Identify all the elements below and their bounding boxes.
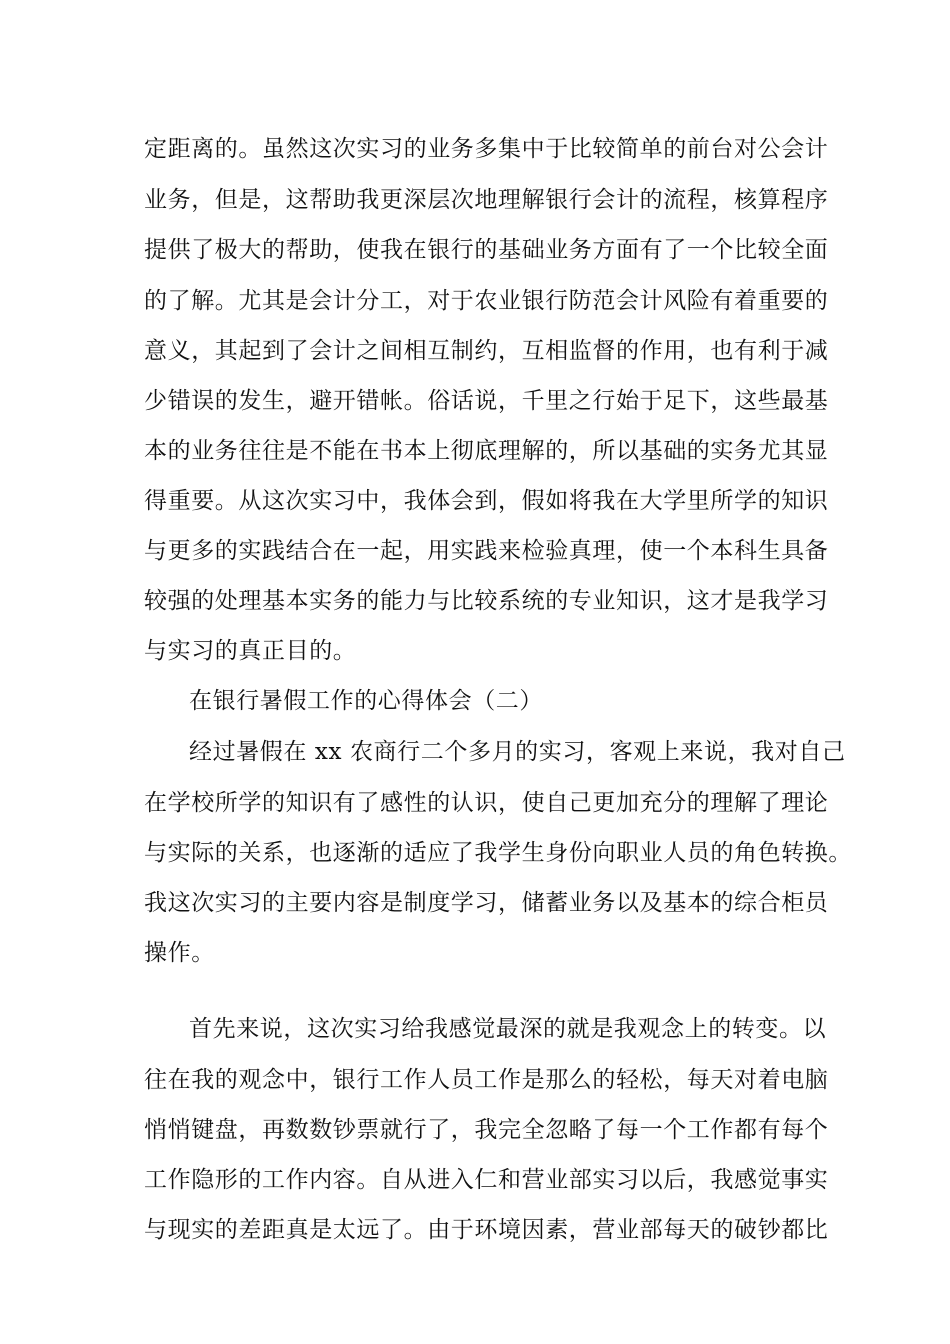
text-line: 少错误的发生，避开错帐。俗话说，千里之行始于足下，这些最基 [144,388,829,414]
text-line: 较强的处理基本实务的能力与比较系统的专业知识，这才是我学习 [144,588,829,614]
text-line: 提供了极大的帮助，使我在银行的基础业务方面有了一个比较全面 [144,237,829,263]
text-line: 与更多的实践结合在一起，用实践来检验真理，使一个本科生具备 [144,538,829,564]
text-line: 工作隐形的工作内容。自从进入仁和营业部实习以后，我感觉事实 [144,1167,829,1193]
text-line: 与实际的关系，也逐渐的适应了我学生身份向职业人员的角色转换。 [144,840,852,866]
text-line: 意义，其起到了会计之间相互制约，互相监督的作用，也有利于减 [144,338,829,364]
text-line: 我这次实习的主要内容是制度学习，储蓄业务以及基本的综合柜员 [144,890,829,916]
text-line: 操作。 [144,940,215,966]
text-line: 与实习的真正目的。 [144,638,357,664]
text-line: 悄悄键盘，再数数钞票就行了，我完全忽略了每一个工作都有每个 [144,1117,829,1143]
text-line: 得重要。从这次实习中，我体会到，假如将我在大学里所学的知识 [144,488,829,514]
text-line: 往在我的观念中，银行工作人员工作是那么的轻松，每天对着电脑 [144,1067,829,1093]
text-line: 的了解。尤其是会计分工，对于农业银行防范会计风险有着重要的 [144,288,829,314]
text-line: 本的业务往往是不能在书本上彻底理解的，所以基础的实务尤其显 [144,438,829,464]
text-line: 首先来说，这次实习给我感觉最深的就是我观念上的转变。以 [189,1016,827,1042]
section-heading: 在银行暑假工作的心得体会（二） [189,688,543,714]
text-line: 与现实的差距真是太远了。由于环境因素，营业部每天的破钞都比 [144,1217,829,1243]
text-line: 经过暑假在 xx 农商行二个多月的实习，客观上来说，我对自己 [189,739,846,765]
text-line: 业务，但是，这帮助我更深层次地理解银行会计的流程，核算程序 [144,187,829,213]
text-line: 定距离的。虽然这次实习的业务多集中于比较简单的前台对公会计 [144,136,829,162]
text-line: 在学校所学的知识有了感性的认识，使自己更加充分的理解了理论 [144,790,829,816]
